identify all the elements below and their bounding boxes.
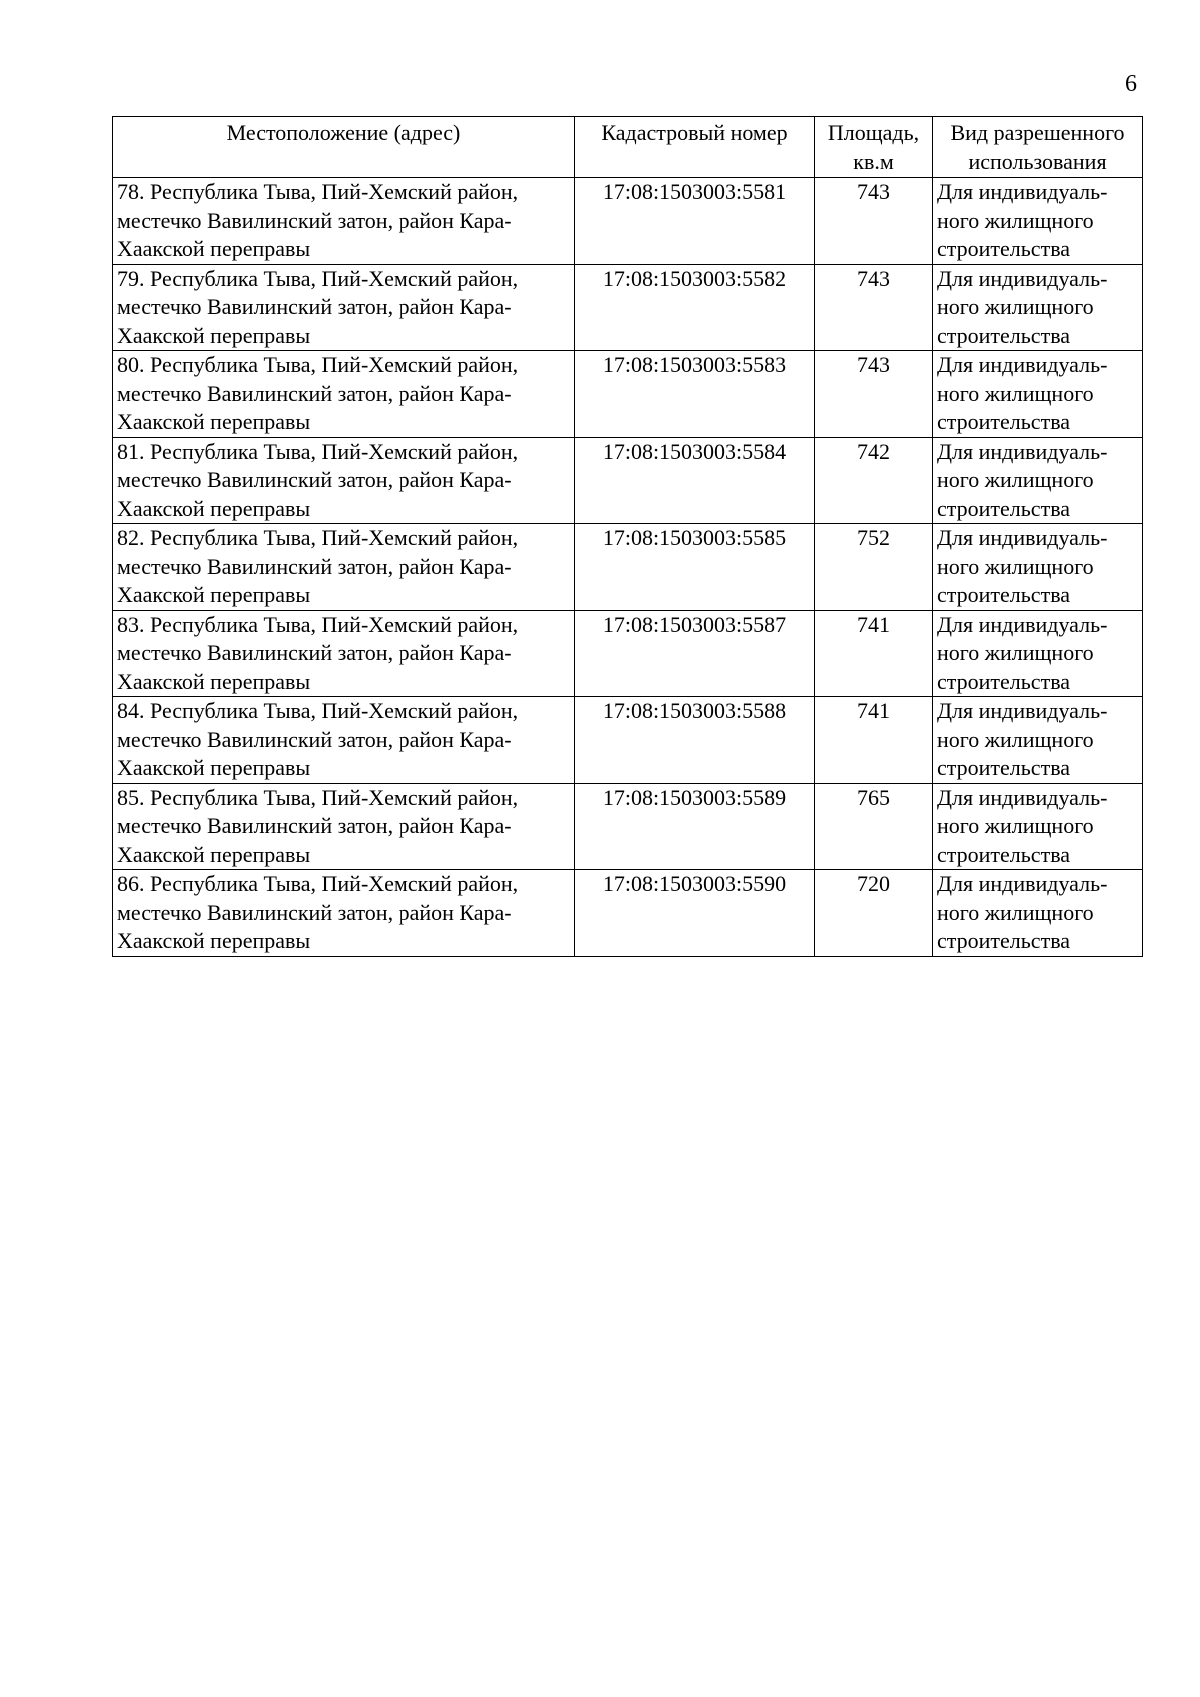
location-line: Хаакской переправы [117,409,311,434]
location-line: местечко Вавилинский затон, район Кара- [117,726,512,752]
header-area [815,117,933,178]
cell-cadastral-number: 17:08:1503003:5589 [575,783,815,870]
cell-area: 765 [815,783,933,870]
cell-area: 743 [815,264,933,351]
location-line: 80. Республика Тыва, Пий-Хемский район, [117,352,519,377]
cell-area: 743 [815,351,933,438]
table-row [113,351,1143,438]
header-location [113,117,575,178]
cell-location [113,351,575,438]
location-line: 85. Республика Тыва, Пий-Хемский район, [117,784,519,810]
location-line: местечко Вавилинский затон, район Кара- [117,899,512,925]
use-line: ного жилищного [937,553,1094,579]
cell-location [113,870,575,957]
cell-location [113,264,575,351]
location-line: местечко Вавилинский затон, район Кара- [117,553,512,579]
header-location-label: Местоположение (адрес) [226,120,461,145]
cell-cadastral-number: 17:08:1503003:5581 [575,178,815,265]
use-line: строительства [937,841,1071,867]
table-row [113,264,1143,351]
cell-permitted-use [933,351,1143,438]
table-row [113,524,1143,611]
cell-cadastral-number: 17:08:1503003:5584 [575,437,815,524]
use-line: ного жилищного [937,380,1094,406]
header-area-label-line1: Площадь, [827,120,920,145]
location-line: 78. Республика Тыва, Пий-Хемский район, [117,179,519,204]
header-row [113,117,1143,178]
location-line: Хаакской переправы [117,236,311,261]
use-line: строительства [937,409,1071,434]
location-line: Хаакской переправы [117,841,311,867]
use-line: строительства [937,236,1071,261]
use-line: строительства [937,928,1071,953]
use-line: Для индивидуаль- [937,784,1108,810]
cell-permitted-use [933,783,1143,870]
cell-location [113,524,575,611]
cell-cadastral-number: 17:08:1503003:5585 [575,524,815,611]
cell-permitted-use [933,870,1143,957]
use-line: Для индивидуаль- [937,438,1108,464]
cell-cadastral-number: 17:08:1503003:5590 [575,870,815,957]
cell-permitted-use [933,610,1143,697]
use-line: строительства [937,668,1071,694]
location-line: 79. Республика Тыва, Пий-Хемский район, [117,265,519,291]
location-line: 86. Республика Тыва, Пий-Хемский район, [117,871,519,896]
use-line: Для индивидуаль- [937,179,1108,204]
location-line: Хаакской переправы [117,928,311,953]
cell-area: 741 [815,610,933,697]
table-body [113,178,1143,957]
use-line: ного жилищного [937,640,1094,665]
cell-permitted-use [933,524,1143,611]
location-line: 82. Республика Тыва, Пий-Хемский район, [117,525,519,550]
location-line: Хаакской переправы [117,582,311,607]
use-line: ного жилищного [937,726,1094,752]
table-row [113,870,1143,957]
cell-location [113,178,575,265]
use-line: Для индивидуаль- [937,871,1108,896]
cell-location [113,783,575,870]
cell-area: 741 [815,697,933,784]
cell-cadastral-number: 17:08:1503003:5583 [575,351,815,438]
use-line: строительства [937,495,1071,521]
cell-cadastral-number: 17:08:1503003:5588 [575,697,815,784]
cell-location [113,437,575,524]
cell-permitted-use [933,437,1143,524]
use-line: ного жилищного [937,467,1094,492]
location-line: 83. Республика Тыва, Пий-Хемский район, [117,611,519,637]
table-row [113,437,1143,524]
cell-area: 720 [815,870,933,957]
header-use [933,117,1143,178]
location-line: местечко Вавилинский затон, район Кара- [117,207,512,233]
use-line: Для индивидуаль- [937,611,1108,637]
use-line: строительства [937,755,1071,780]
header-cadastral-label: Кадастровый номер [601,120,788,145]
page-number: 6 [1125,71,1137,97]
use-line: Для индивидуаль- [937,265,1108,291]
use-line: строительства [937,582,1071,607]
cell-permitted-use [933,264,1143,351]
header-cadastral [575,117,815,178]
location-line: местечко Вавилинский затон, район Кара- [117,380,512,406]
cell-cadastral-number: 17:08:1503003:5587 [575,610,815,697]
location-line: Хаакской переправы [117,322,311,348]
location-line: 84. Республика Тыва, Пий-Хемский район, [117,698,519,723]
cell-area: 752 [815,524,933,611]
header-area-label-line2: кв.м [853,148,894,174]
table-row [113,783,1143,870]
use-line: ного жилищного [937,899,1094,925]
location-line: местечко Вавилинский затон, район Кара- [117,813,512,838]
location-line: 81. Республика Тыва, Пий-Хемский район, [117,438,519,464]
location-line: Хаакской переправы [117,668,311,694]
land-plots-table [112,116,1143,957]
table-row [113,697,1143,784]
cell-area: 742 [815,437,933,524]
use-line: Для индивидуаль- [937,698,1108,723]
table-row [113,610,1143,697]
location-line: Хаакской переправы [117,755,311,780]
location-line: Хаакской переправы [117,495,311,521]
location-line: местечко Вавилинский затон, район Кара- [117,467,512,492]
use-line: ного жилищного [937,294,1094,319]
location-line: местечко Вавилинский затон, район Кара- [117,640,512,665]
cell-location [113,610,575,697]
cell-permitted-use [933,697,1143,784]
header-use-label-line1: Вид разрешенного [950,120,1125,145]
use-line: строительства [937,322,1071,348]
location-line: местечко Вавилинский затон, район Кара- [117,294,512,319]
cell-location [113,697,575,784]
header-use-label-line2: использования [968,148,1107,174]
use-line: Для индивидуаль- [937,525,1108,550]
table-row [113,178,1143,265]
use-line: ного жилищного [937,207,1094,233]
use-line: ного жилищного [937,813,1094,838]
cell-permitted-use [933,178,1143,265]
cell-cadastral-number: 17:08:1503003:5582 [575,264,815,351]
use-line: Для индивидуаль- [937,352,1108,377]
table-header [113,117,1143,178]
cell-area: 743 [815,178,933,265]
